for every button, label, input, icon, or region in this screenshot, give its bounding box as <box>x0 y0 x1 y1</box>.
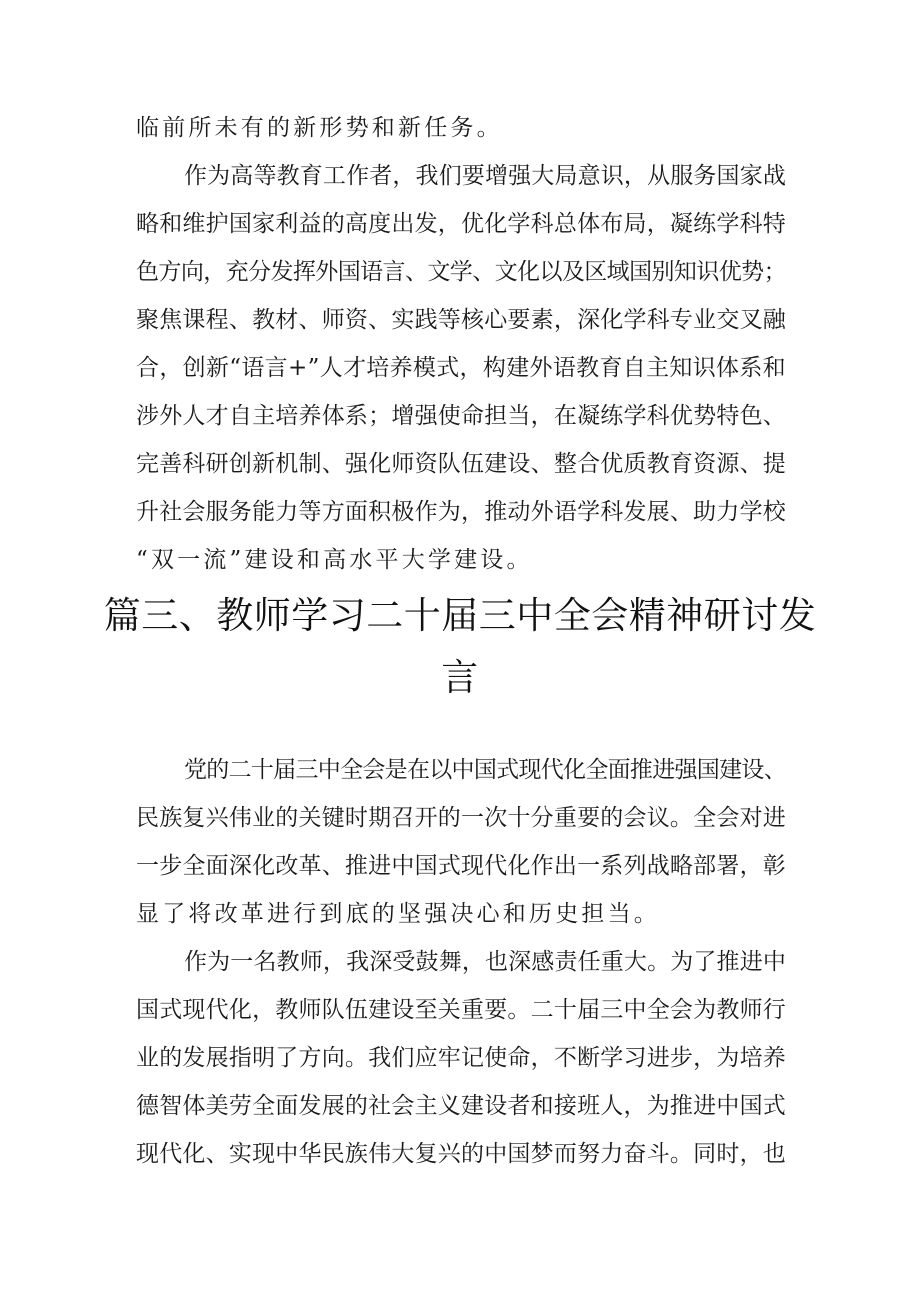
text-line: 完善科研创新机制、强化师资队伍建设、整合优质教育资源、提 <box>136 451 786 477</box>
paragraph-block-1 <box>136 104 786 584</box>
text-line: 现代化、实现中华民族伟大复兴的中国梦而努力奋斗。同时，也 <box>136 1141 786 1167</box>
heading-line: 言 <box>441 656 479 699</box>
text-line: 国式现代化，教师队伍建设至关重要。二十届三中全会为教师行 <box>136 997 786 1023</box>
section-heading <box>100 585 820 709</box>
text-line: 涉外人才自主培养体系；增强使命担当，在凝练学科优势特色、 <box>136 403 786 429</box>
text-line: 党的二十届三中全会是在以中国式现代化全面推进强国建设、 <box>184 757 786 783</box>
text-line: 合，创新“语言+”人才培养模式，构建外语教育自主知识体系和 <box>136 355 786 381</box>
paragraph-block-2 <box>136 746 786 1178</box>
text-line: 略和维护国家利益的高度出发，优化学科总体布局，凝练学科特 <box>136 211 786 237</box>
text-line: 升社会服务能力等方面积极作为，推动外语学科发展、助力学校 <box>136 499 786 525</box>
text-line: 作为一名教师，我深受鼓舞，也深感责任重大。为了推进中 <box>184 949 786 975</box>
text-line: 色方向，充分发挥外国语言、文学、文化以及区域国别知识优势； <box>136 259 786 285</box>
text-line: 民族复兴伟业的关键时期召开的一次十分重要的会议。全会对进 <box>136 805 786 831</box>
text-line: 显了将改革进行到底的坚强决心和历史担当。 <box>136 901 660 927</box>
text-line: “双一流”建设和高水平大学建设。 <box>136 547 533 573</box>
text-line: 聚焦课程、教材、师资、实践等核心要素，深化学科专业交叉融 <box>136 307 786 333</box>
heading-line: 篇三、教师学习二十届三中全会精神研讨发 <box>103 594 817 637</box>
text-line: 业的发展指明了方向。我们应牢记使命，不断学习进步，为培养 <box>136 1045 786 1071</box>
text-line: 临前所未有的新形势和新任务。 <box>136 115 503 141</box>
text-line: 德智体美劳全面发展的社会主义建设者和接班人，为推进中国式 <box>136 1093 786 1119</box>
text-line: 一步全面深化改革、推进中国式现代化作出一系列战略部署，彰 <box>136 853 786 879</box>
text-line: 作为高等教育工作者，我们要增强大局意识，从服务国家战 <box>184 163 786 189</box>
